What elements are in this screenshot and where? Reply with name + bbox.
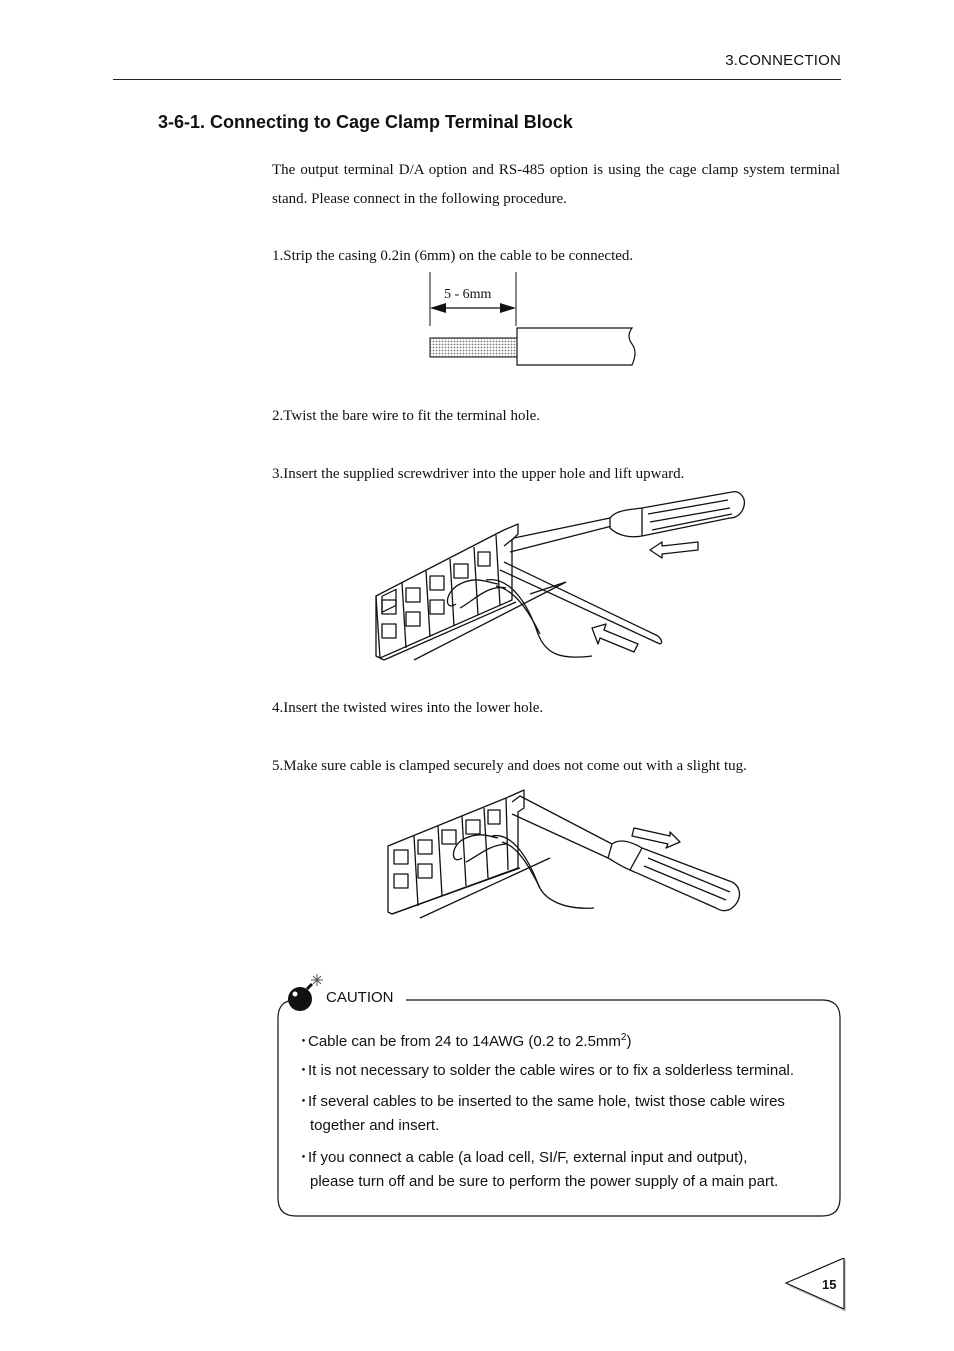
header-rule [113, 79, 841, 80]
caution-item: ・It is not necessary to solder the cable wires or to fix a solderless terminal. [296, 1062, 795, 1079]
step-4: 4.Insert the twisted wires into the lower hole. [272, 700, 544, 716]
intro-paragraph: The output terminal D/A option and RS-485 option is using the cage clamp system terminal stand. Please connect in the following procedure. [272, 162, 840, 207]
screwdriver-shaft [504, 518, 610, 546]
figure-screwdriver-lift [360, 484, 760, 666]
arrow-left-icon [430, 303, 446, 313]
dimension-label: 5 - 6mm [444, 287, 492, 302]
bare-wire [430, 338, 517, 357]
caution-item: ・Cable can be from 24 to 14AWG (0.2 to $2.5mm^2$) [296, 1032, 632, 1050]
arrow-right-icon [500, 303, 516, 313]
screwdriver-handle [610, 492, 744, 537]
page-number: 15 [822, 1277, 837, 1292]
figure-screwdriver-release [380, 788, 750, 920]
chapter-header: 3.CONNECTION [725, 52, 841, 69]
caution-item: ・If several cables to be inserted to the same hole, twist those cable wires together and insert. [296, 1093, 785, 1134]
arrow-left-icon [650, 542, 698, 558]
step-3: 3.Insert the supplied screwdriver into the upper hole and lift upward. [272, 466, 685, 482]
arrow-right-icon [632, 828, 680, 848]
step-1: 1.Strip the casing 0.2in (6mm) on the cable to be connected. [272, 248, 634, 264]
figure-stripped-cable [420, 268, 650, 372]
caution-item: ・If you connect a cable (a load cell, SI/F, external input and output), please turn off and be sure to perform the power supply of a main part. [296, 1149, 779, 1190]
cable-jacket [517, 328, 635, 365]
section-title: 3-6-1. Connecting to Cage Clamp Terminal Block [158, 112, 573, 132]
arrow-up-left-icon [592, 624, 638, 652]
page-number-tab [782, 1258, 850, 1316]
screwdriver-handle [608, 841, 739, 911]
bomb-icon [288, 974, 323, 1011]
step-2: 2.Twist the bare wire to fit the terminal hole. [272, 408, 541, 424]
step-5: 5.Make sure cable is clamped securely and does not come out with a slight tug. [272, 758, 747, 774]
caution-label: CAUTION [326, 989, 398, 1006]
